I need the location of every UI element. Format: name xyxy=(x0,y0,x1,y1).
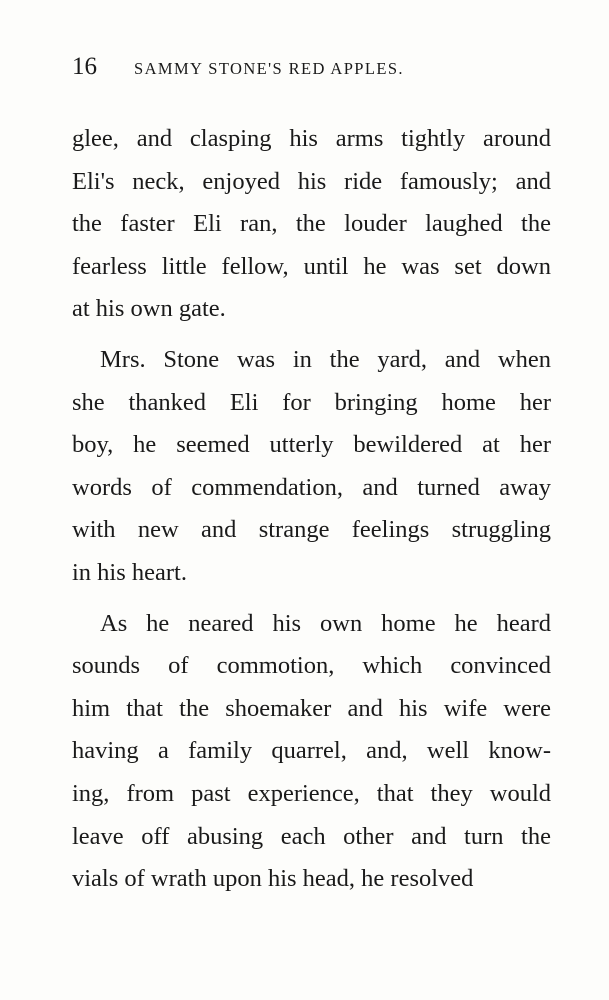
paragraph xyxy=(72,118,551,331)
text-line: sounds of commotion, which convinced xyxy=(72,652,551,680)
text-line: the faster Eli ran, the louder laughed the xyxy=(72,210,551,238)
text-line: with new and strange feelings struggling xyxy=(72,516,551,544)
text-line: having a family quarrel, and, well know- xyxy=(72,737,551,765)
text-line: boy, he seemed utterly bewildered at her xyxy=(72,431,551,459)
text-line: she thanked Eli for bringing home her xyxy=(72,388,551,416)
text-line: at his own gate. xyxy=(72,295,226,323)
page-number: 16 xyxy=(72,53,97,80)
text-line: him that the shoemaker and his wife were xyxy=(72,694,551,722)
text-line: fearless little fellow, until he was set down xyxy=(72,252,551,280)
paragraph xyxy=(72,339,551,595)
text-line: vials of wrath upon his head, he resolved xyxy=(72,865,474,893)
running-title: SAMMY STONE'S RED APPLES. xyxy=(134,59,404,78)
running-head xyxy=(72,52,552,82)
body-text xyxy=(72,118,551,901)
text-line: glee, and clasping his arms tightly around xyxy=(72,125,551,152)
paragraph-gap xyxy=(72,331,551,339)
text-line: in his heart. xyxy=(72,558,187,586)
text-line: ing, from past experience, that they would xyxy=(72,779,551,807)
text-line: leave off abusing each other and turn the xyxy=(72,822,551,850)
text-line: words of commendation, and turned away xyxy=(72,473,551,501)
paragraph-gap xyxy=(72,595,551,603)
paragraph xyxy=(72,603,551,901)
text-line: Mrs. Stone was in the yard, and when xyxy=(100,345,551,373)
text-line: As he neared his own home he heard xyxy=(100,609,551,637)
text-line: Eli's neck, enjoyed his ride famously; and xyxy=(72,167,551,195)
